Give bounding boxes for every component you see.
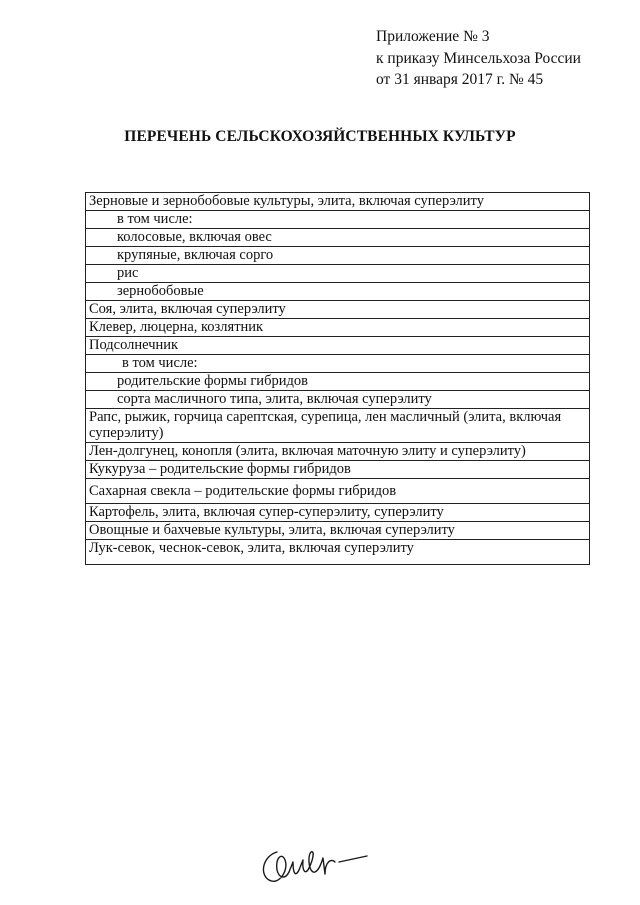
table-cell: Рапс, рыжик, горчица сарептская, сурепица, лен масличный (элита, включая суперэлиту) bbox=[86, 409, 590, 443]
table-cell: рис bbox=[86, 265, 590, 283]
table-row bbox=[86, 193, 590, 211]
table-row bbox=[86, 504, 590, 522]
appendix-number: Приложение № 3 bbox=[376, 28, 490, 45]
table-cell: Подсолнечник bbox=[86, 337, 590, 355]
table-row bbox=[86, 247, 590, 265]
table-cell: Овощные и бахчевые культуры, элита, включая суперэлиту bbox=[86, 522, 590, 540]
crops-table bbox=[85, 192, 590, 565]
table-row bbox=[86, 283, 590, 301]
table-cell: Картофель, элита, включая супер-суперэлиту, суперэлиту bbox=[86, 504, 590, 522]
table-row bbox=[86, 301, 590, 319]
table-cell: Соя, элита, включая суперэлиту bbox=[86, 301, 590, 319]
table-row bbox=[86, 522, 590, 540]
table-cell: крупяные, включая сорго bbox=[86, 247, 590, 265]
table-row bbox=[86, 265, 590, 283]
table-cell: Лен-долгунец, конопля (элита, включая маточную элиту и суперэлиту) bbox=[86, 443, 590, 461]
table-cell: сорта масличного типа, элита, включая суперэлиту bbox=[86, 391, 590, 409]
table-row bbox=[86, 391, 590, 409]
table-row bbox=[86, 319, 590, 337]
table-cell: Клевер, люцерна, козлятник bbox=[86, 319, 590, 337]
table-row bbox=[86, 229, 590, 247]
table-cell: Сахарная свекла – родительские формы гибридов bbox=[86, 479, 590, 504]
table-row bbox=[86, 373, 590, 391]
table-row bbox=[86, 540, 590, 565]
table-row bbox=[86, 409, 590, 443]
table-row bbox=[86, 443, 590, 461]
handwritten-signature bbox=[255, 840, 375, 890]
table-row bbox=[86, 337, 590, 355]
table-row bbox=[86, 479, 590, 504]
table-cell: родительские формы гибридов bbox=[86, 373, 590, 391]
table-cell: Лук-севок, чеснок-севок, элита, включая суперэлиту bbox=[86, 540, 590, 565]
table-cell: зернобобовые bbox=[86, 283, 590, 301]
appendix-order-ref: к приказу Минсельхоза России bbox=[376, 49, 581, 67]
table-row bbox=[86, 461, 590, 479]
table-cell: в том числе: bbox=[86, 355, 590, 373]
appendix-order-date: от 31 января 2017 г. № 45 bbox=[376, 71, 544, 88]
table-row bbox=[86, 211, 590, 229]
table-cell: Кукуруза – родительские формы гибридов bbox=[86, 461, 590, 479]
table-cell: в том числе: bbox=[86, 211, 590, 229]
table-cell: колосовые, включая овес bbox=[86, 229, 590, 247]
appendix-header bbox=[376, 26, 581, 91]
document-title: ПЕРЕЧЕНЬ СЕЛЬСКОХОЗЯЙСТВЕННЫХ КУЛЬТУР bbox=[124, 128, 516, 145]
table-cell: Зерновые и зернобобовые культуры, элита, включая суперэлиту bbox=[86, 193, 590, 211]
table-row bbox=[86, 355, 590, 373]
